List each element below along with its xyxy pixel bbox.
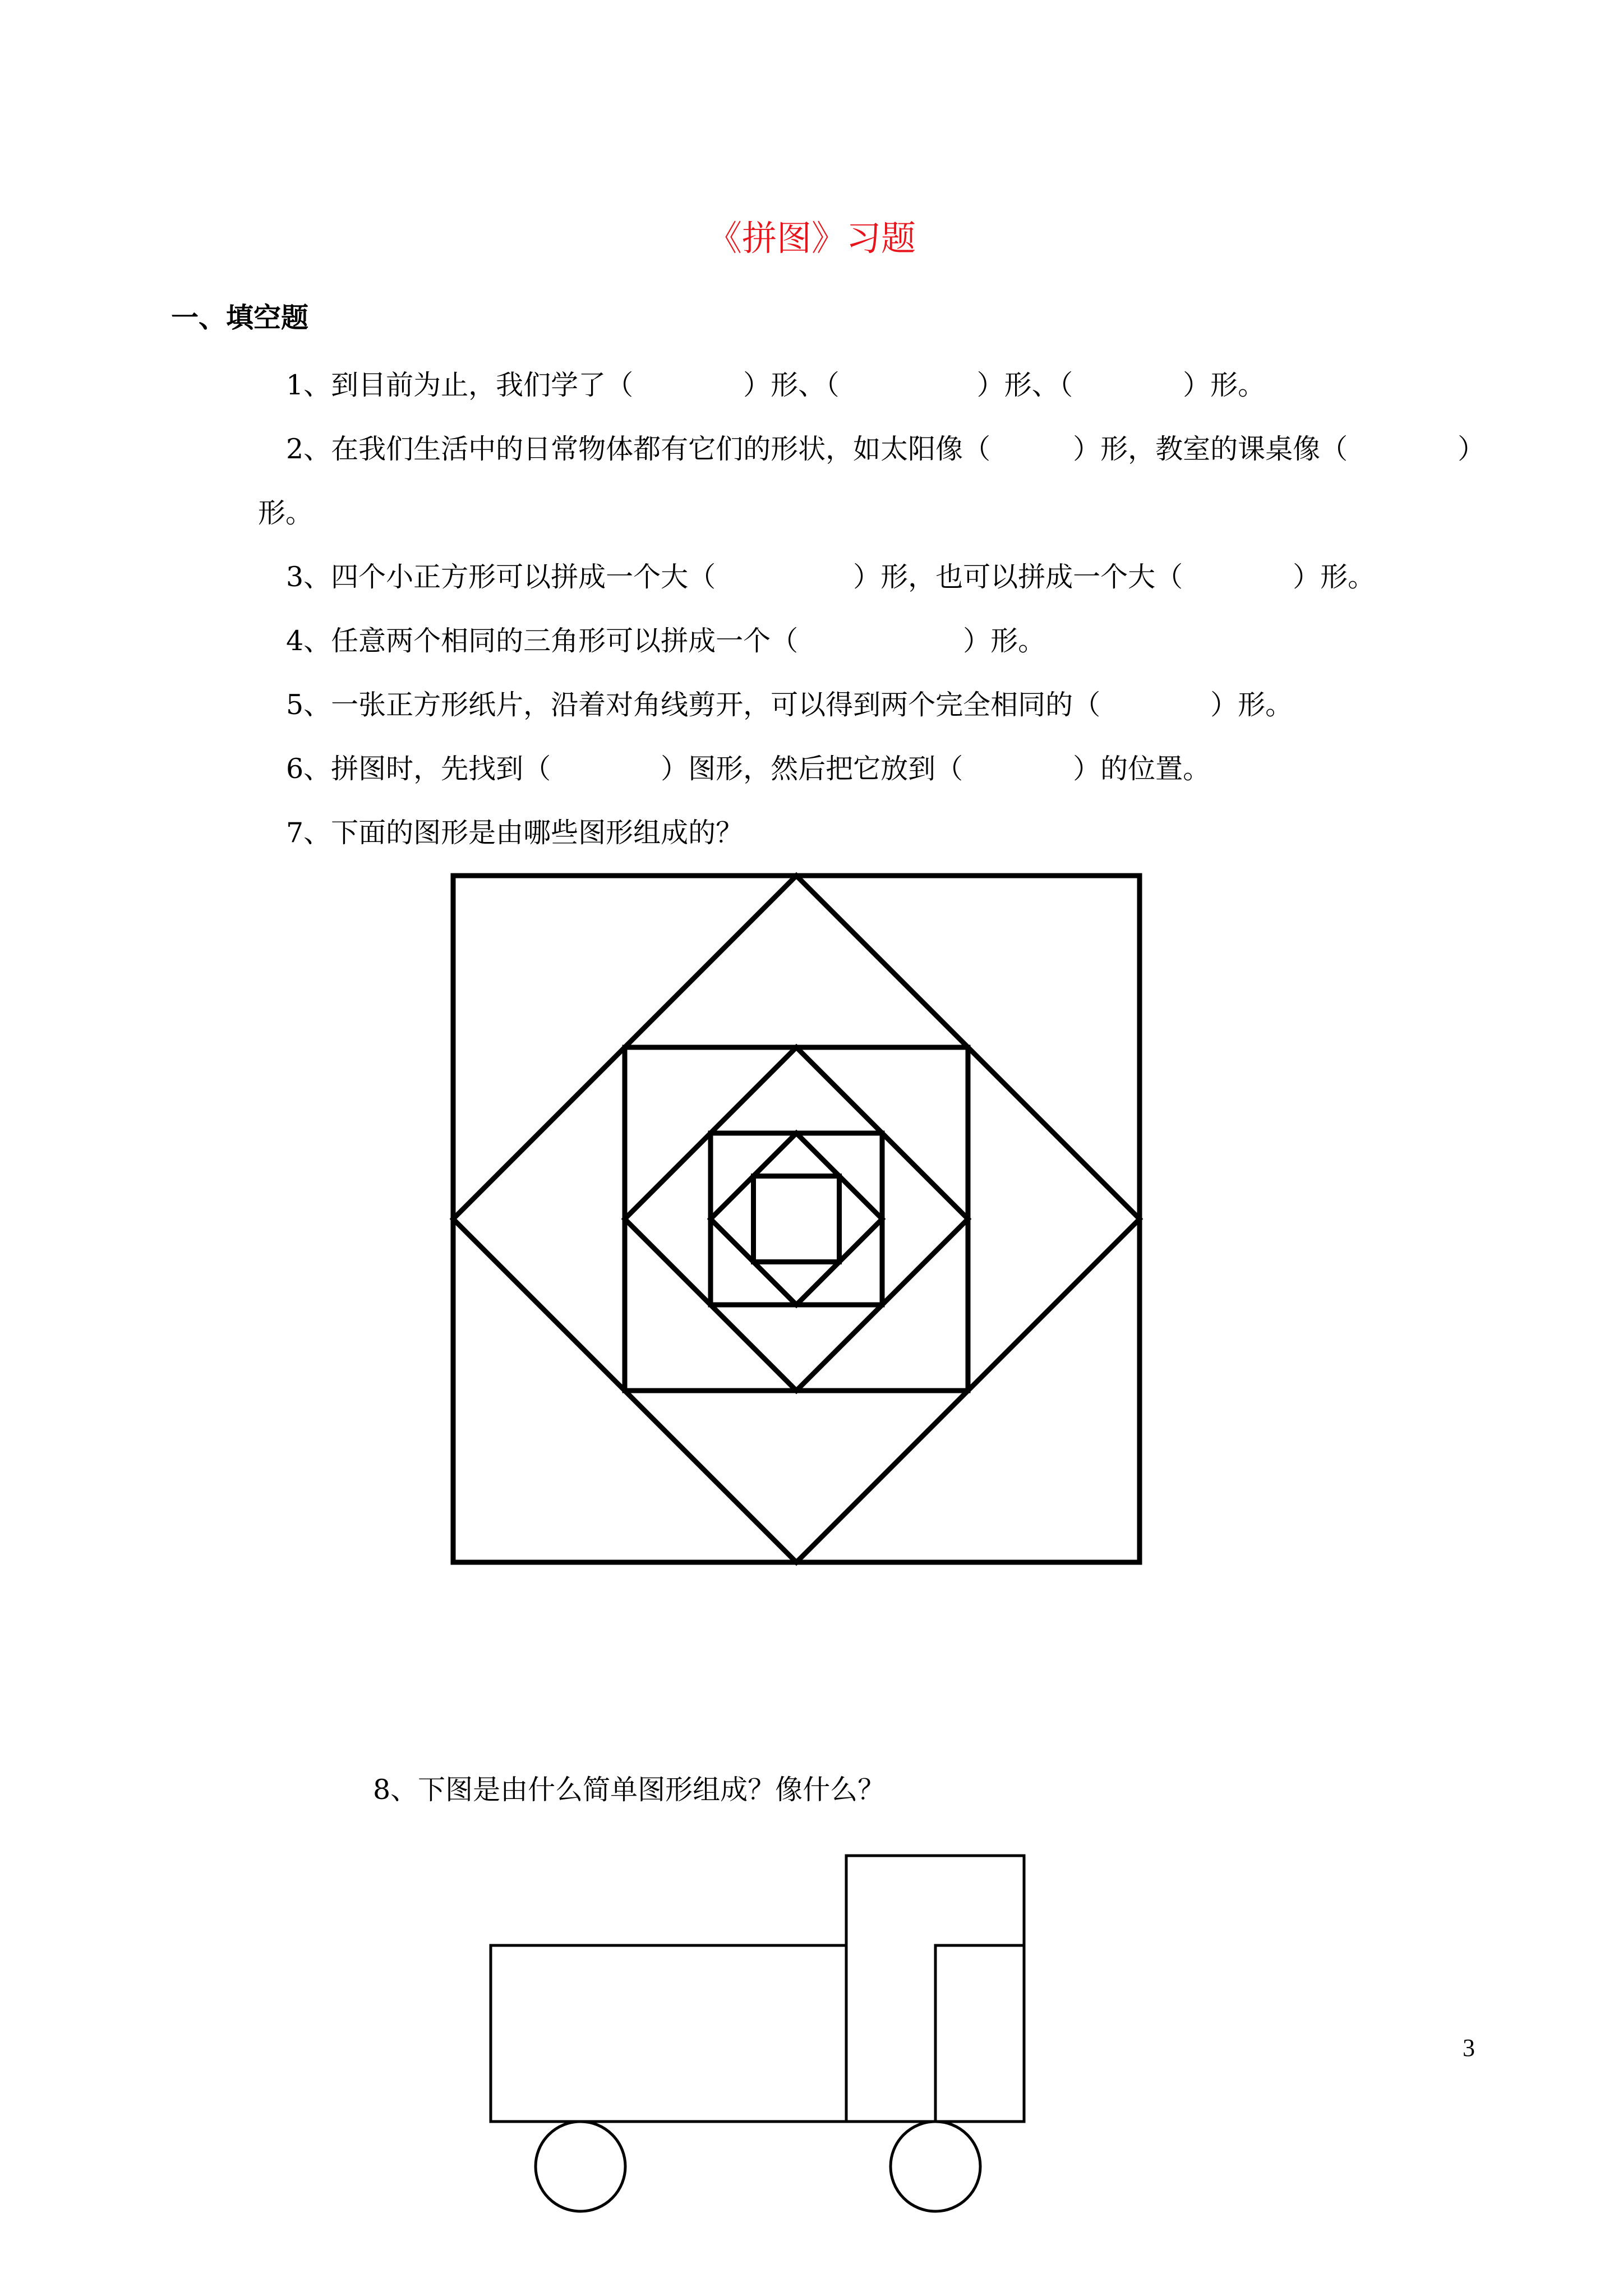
outer-square: [453, 876, 1140, 1562]
page-number: 3: [1463, 2034, 1475, 2062]
second-square: [625, 1047, 968, 1391]
inner-square: [754, 1176, 840, 1262]
truck-figure: [477, 1846, 1038, 2227]
outer-diamond: [453, 876, 1140, 1562]
truck-rear-wheel: [536, 2122, 625, 2211]
question-5: 5、一张正方形纸片，沿着对角线剪开，可以得到两个完全相同的（ ）形。: [286, 689, 1293, 721]
nested-squares-figure: [446, 868, 1147, 1570]
truck-front-wheel: [891, 2122, 980, 2211]
question-4: 4、任意两个相同的三角形可以拼成一个（ ）形。: [286, 625, 1046, 657]
third-diamond: [711, 1133, 882, 1305]
question-2-line-1: 2、在我们生活中的日常物体都有它们的形状，如太阳像（ ）形，教室的课桌像（ ）: [286, 433, 1486, 465]
second-diamond: [625, 1047, 968, 1391]
question-2-line-2: 形。: [258, 497, 313, 529]
question-3: 3、四个小正方形可以拼成一个大（ ）形，也可以拼成一个大（ ）形。: [286, 561, 1376, 593]
question-7: 7、下面的图形是由哪些图形组成的？: [286, 817, 744, 849]
truck-cargo-box: [491, 1945, 846, 2122]
truck-cab-window: [935, 1945, 1024, 2122]
page-title: 《拼图》习题: [707, 218, 916, 259]
section-heading: 一、填空题: [171, 302, 309, 334]
question-6: 6、拼图时，先找到（ ）图形，然后把它放到（ ）的位置。: [286, 753, 1211, 785]
question-8: 8、下图是由什么简单图形组成？像什么？: [373, 1774, 886, 1806]
question-1: 1、到目前为止，我们学了（ ）形、（ ）形、（ ）形。: [286, 369, 1266, 401]
third-square: [711, 1133, 882, 1305]
